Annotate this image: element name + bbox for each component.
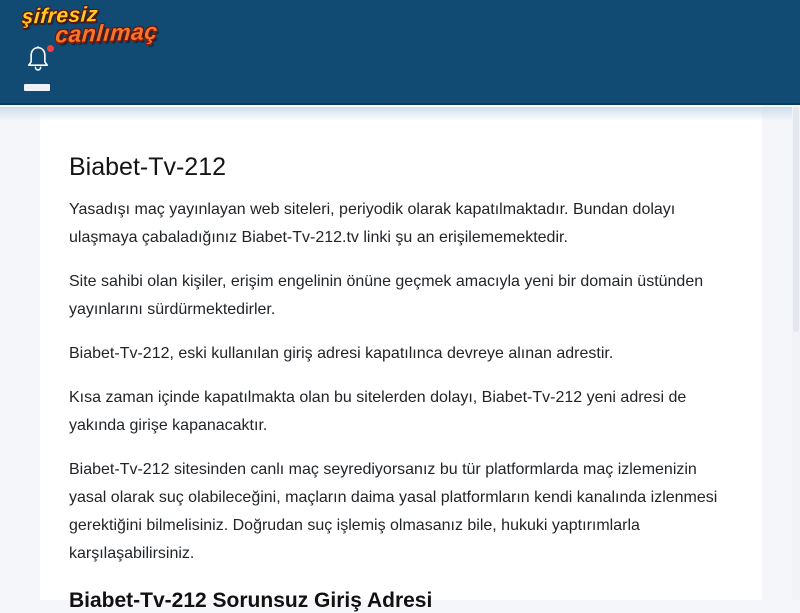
article-paragraph: Yasadışı maç yayınlayan web siteleri, periyodik olarak kapatılmaktadır. Bundan dolayı ulaşmaya çabaladığınız Biabet-Tv-212.tv linki şu an erişilememektedir. — [69, 200, 676, 246]
logo-text-line2: canlımaç — [54, 17, 159, 48]
notifications-button[interactable] — [25, 44, 55, 76]
article-subheading: Biabet-Tv-212 Sorunsuz Giriş Adresi — [69, 588, 433, 612]
article-paragraph: Kısa zaman içinde kapatılmakta olan bu sitelerden dolayı, Biabet-Tv-212 yeni adresi de yakında girişe kapanacaktır. — [69, 388, 687, 434]
site-logo[interactable] — [21, 0, 172, 47]
bell-icon — [25, 61, 51, 78]
article-paragraph: Biabet-Tv-212, eski kullanılan giriş adresi kapatılınca devreye alınan adrestir. — [69, 344, 614, 362]
scrollbar-thumb[interactable] — [793, 107, 799, 332]
article-paragraph: Biabet-Tv-212 sitesinden canlı maç seyrediyorsanız bu tür platformlarda maç izlemenizin yasal olarak suç olabileceğini, maçların daima yasal platformların kendi kanalında izlenmesi gerektiğini bilmelisiniz. Doğrudan suç işlemiş olmasanız bile, hukuki yaptırımlarla karşılaşabilirsiniz. — [69, 460, 718, 562]
logo-text-line1: şifresiz — [20, 2, 99, 29]
site-header — [0, 0, 800, 105]
notification-badge — [47, 45, 54, 52]
page-title: Biabet-Tv-212 — [69, 153, 227, 181]
article-card — [40, 105, 762, 612]
menu-icon[interactable] — [24, 84, 50, 91]
article-paragraph: Site sahibi olan kişiler, erişim engelinin önüne geçmek amacıyla yeni bir domain üstünden yayınlarını sürdürmektedirler. — [69, 272, 704, 318]
scrollbar-track[interactable] — [792, 107, 800, 600]
